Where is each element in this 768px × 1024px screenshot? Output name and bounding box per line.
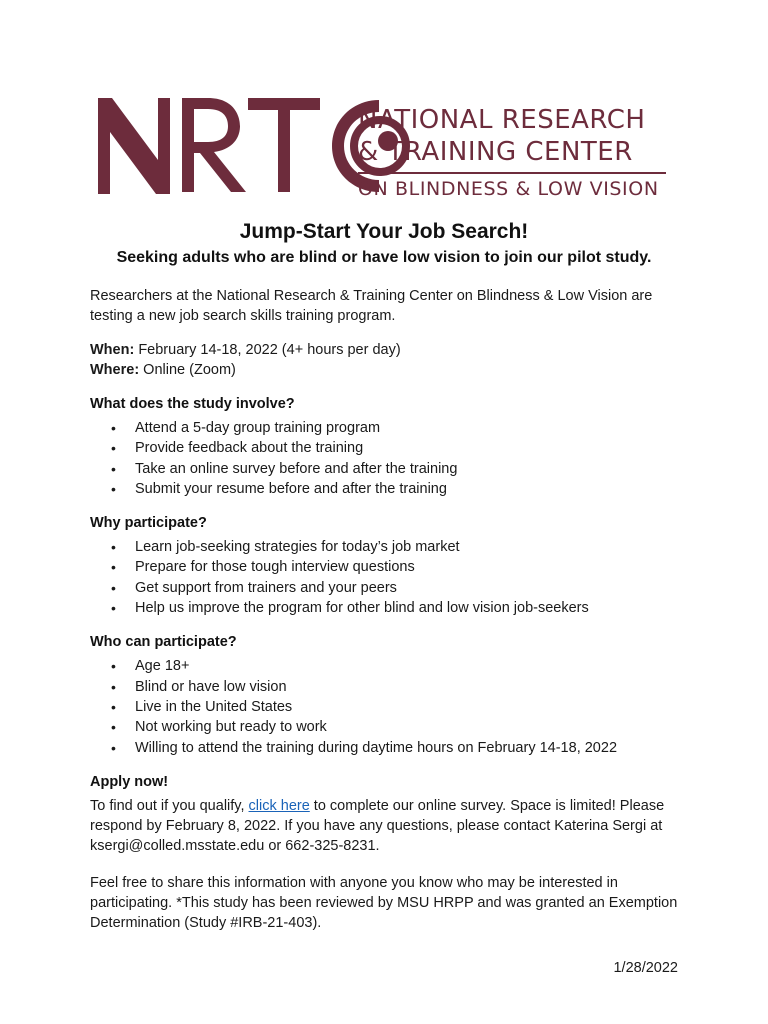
logo-wordmark: [358, 104, 670, 201]
logo-divider: [358, 172, 666, 174]
involve-list: [90, 418, 690, 499]
list-item: • Live in the United States: [90, 697, 690, 717]
survey-link[interactable]: click here: [248, 797, 310, 814]
list-item: • Age 18+: [90, 656, 690, 676]
apply-text-after: to complete our online survey. Space is limited! Please respond by February 8, 2022. If you have any questions, please contact Katerina Sergi at ksergi@colled.msstate.edu or 662-325-8231.: [90, 797, 665, 854]
when-line: [90, 340, 690, 360]
logo-line-1: NATIONAL RESEARCH: [358, 105, 646, 135]
where-label: Where:: [90, 362, 140, 378]
where-line: [90, 360, 690, 380]
logo-letter-r: [182, 98, 246, 192]
list-item: • Provide feedback about the training: [90, 438, 690, 458]
list-item: • Attend a 5-day group training program: [90, 418, 690, 438]
list-item: • Prepare for those tough interview questions: [90, 557, 690, 577]
list-item: • Learn job-seeking strategies for today’s job market: [90, 537, 690, 557]
apply-paragraph: [90, 796, 690, 856]
section-heading-involve: What does the study involve?: [90, 396, 295, 412]
list-item: • Not working but ready to work: [90, 717, 690, 737]
list-item: • Help us improve the program for other blind and low vision job-seekers: [90, 598, 690, 618]
page-subtitle: Seeking adults who are blind or have low vision to join our pilot study.: [116, 249, 652, 266]
section-heading-who: Who can participate?: [90, 634, 237, 651]
logo-letter-t: [248, 98, 320, 192]
page-title: Jump-Start Your Job Search!: [239, 220, 529, 243]
list-item: • Take an online survey before and after the training: [90, 459, 690, 479]
list-item: • Submit your resume before and after the training: [90, 479, 690, 499]
logo-line-2: & TRAINING CENTER: [358, 137, 633, 167]
logo-letter-n: [98, 98, 170, 194]
logo-line-3: ON BLINDNESS & LOW VISION: [358, 178, 659, 200]
share-paragraph: Feel free to share this information with anyone you know who may be interested in participating. *This study has been reviewed by MSU HRPP and was granted an Exemption Determination (Study #IRB-21-403).: [90, 874, 678, 931]
intro-paragraph: Researchers at the National Research & Training Center on Blindness & Low Vision are testing a new job search skills training program.: [90, 288, 653, 324]
where-value: Online (Zoom): [139, 362, 236, 378]
list-item: • Blind or have low vision: [90, 677, 690, 697]
section-heading-why: Why participate?: [90, 515, 207, 532]
apply-text-before: To find out if you qualify,: [90, 797, 249, 814]
when-value: February 14-18, 2022 (4+ hours per day): [134, 342, 401, 358]
section-heading-apply: Apply now!: [90, 773, 169, 790]
list-item: • Willing to attend the training during daytime hours on February 14-18, 2022: [90, 738, 690, 758]
who-list: [90, 656, 690, 757]
when-label: When:: [90, 342, 135, 358]
document-date: 1/28/2022: [613, 960, 678, 976]
list-item: • Get support from trainers and your peers: [90, 578, 690, 598]
flyer-body: [90, 286, 690, 933]
why-list: [90, 537, 690, 618]
